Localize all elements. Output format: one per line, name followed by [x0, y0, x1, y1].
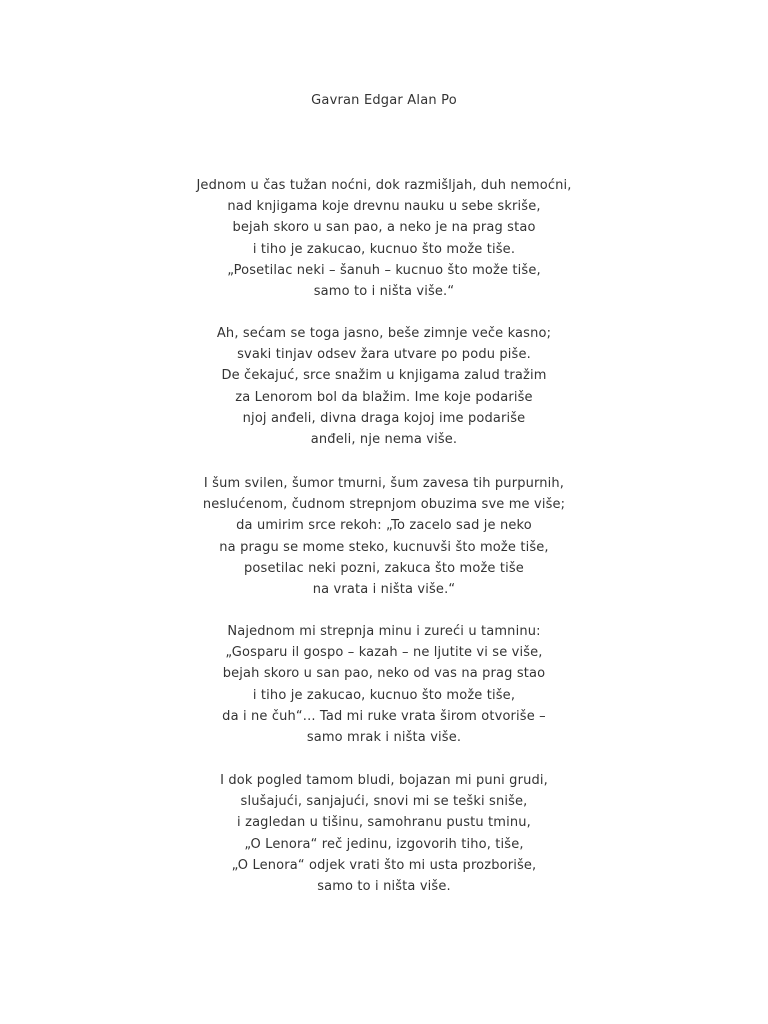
poem-line: svaki tinjav odsev žara utvare po podu piše. — [237, 347, 531, 363]
poem-line: „Posetilac neki – šanuh – kucnuo što može tiše, — [227, 262, 541, 278]
stanza-3 — [0, 473, 768, 600]
poem-line: Najednom mi strepnja minu i zureći u tamninu: — [227, 624, 541, 639]
poem-line: njoj anđeli, divna draga kojoj ime podariše — [242, 410, 526, 426]
poem-line: anđeli, nje nema više. — [310, 432, 458, 448]
poem-line: bejah skoro u san pao, a neko je na prag stao — [232, 220, 536, 236]
poem-line: nad knjigama koje drevnu nauku u sebe skriše, — [227, 199, 541, 215]
stanza-5 — [0, 770, 768, 897]
stanza-2 — [0, 323, 768, 450]
poem-line: „O Lenora“ odjek vrati što mi usta prozboriše, — [231, 857, 537, 873]
poem-line: posetilac neki pozni, zakuca što može tiše — [244, 560, 524, 576]
poem-line: samo to i ništa više.“ — [313, 284, 455, 300]
stanza-1 — [0, 175, 768, 302]
poem-line: samo mrak i ništa više. — [306, 730, 462, 746]
poem-line: Jednom u čas tužan noćni, dok razmišljah, duh nemoćni, — [196, 178, 572, 193]
poem-line: bejah skoro u san pao, neko od vas na prag stao — [222, 666, 546, 682]
poem-line: I šum svilen, šumor tmurni, šum zavesa tih purpurnih, — [203, 476, 565, 491]
poem-line: Ah, sećam se toga jasno, beše zimnje veče kasno; — [216, 326, 552, 341]
poem-line: „Gosparu il gospo – kazah – ne ljutite vi se više, — [225, 645, 543, 661]
poem-line: I dok pogled tamom bludi, bojazan mi puni grudi, — [220, 773, 548, 788]
poem-line: „O Lenora“ reč jedinu, izgovorih tiho, tiše, — [244, 836, 524, 852]
poem-title: Gavran Edgar Alan Po — [311, 93, 457, 108]
poem-line: De čekajuć, srce snažim u knjigama zalud tražim — [221, 368, 547, 384]
poem-line: i zagledan u tišinu, samohranu pustu tminu, — [237, 815, 531, 831]
poem-line: i tiho je zakucao, kucnuo što može tiše. — [252, 241, 516, 257]
poem-line: i tiho je zakucao, kucnuo što može tiše, — [252, 687, 516, 703]
poem-line: da i ne čuh“... Tad mi ruke vrata širom otvoriše – — [222, 708, 546, 724]
poem-line: slušajući, sanjajući, snovi mi se teški sniše, — [240, 794, 528, 810]
poem-line: na pragu se mome steko, kucnuvši što može tiše, — [219, 539, 549, 555]
poem-line: na vrata i ništa više.“ — [312, 582, 456, 598]
poem-line: samo to i ništa više. — [317, 879, 451, 895]
poem-line: da umirim srce rekoh: „To zacelo sad je neko — [236, 518, 532, 534]
poem-line: neslućenom, čudnom strepnjom obuzima sve me više; — [202, 497, 566, 513]
stanza-4 — [0, 621, 768, 748]
poem-line: za Lenorom bol da blažim. Ime koje podariše — [235, 389, 533, 405]
